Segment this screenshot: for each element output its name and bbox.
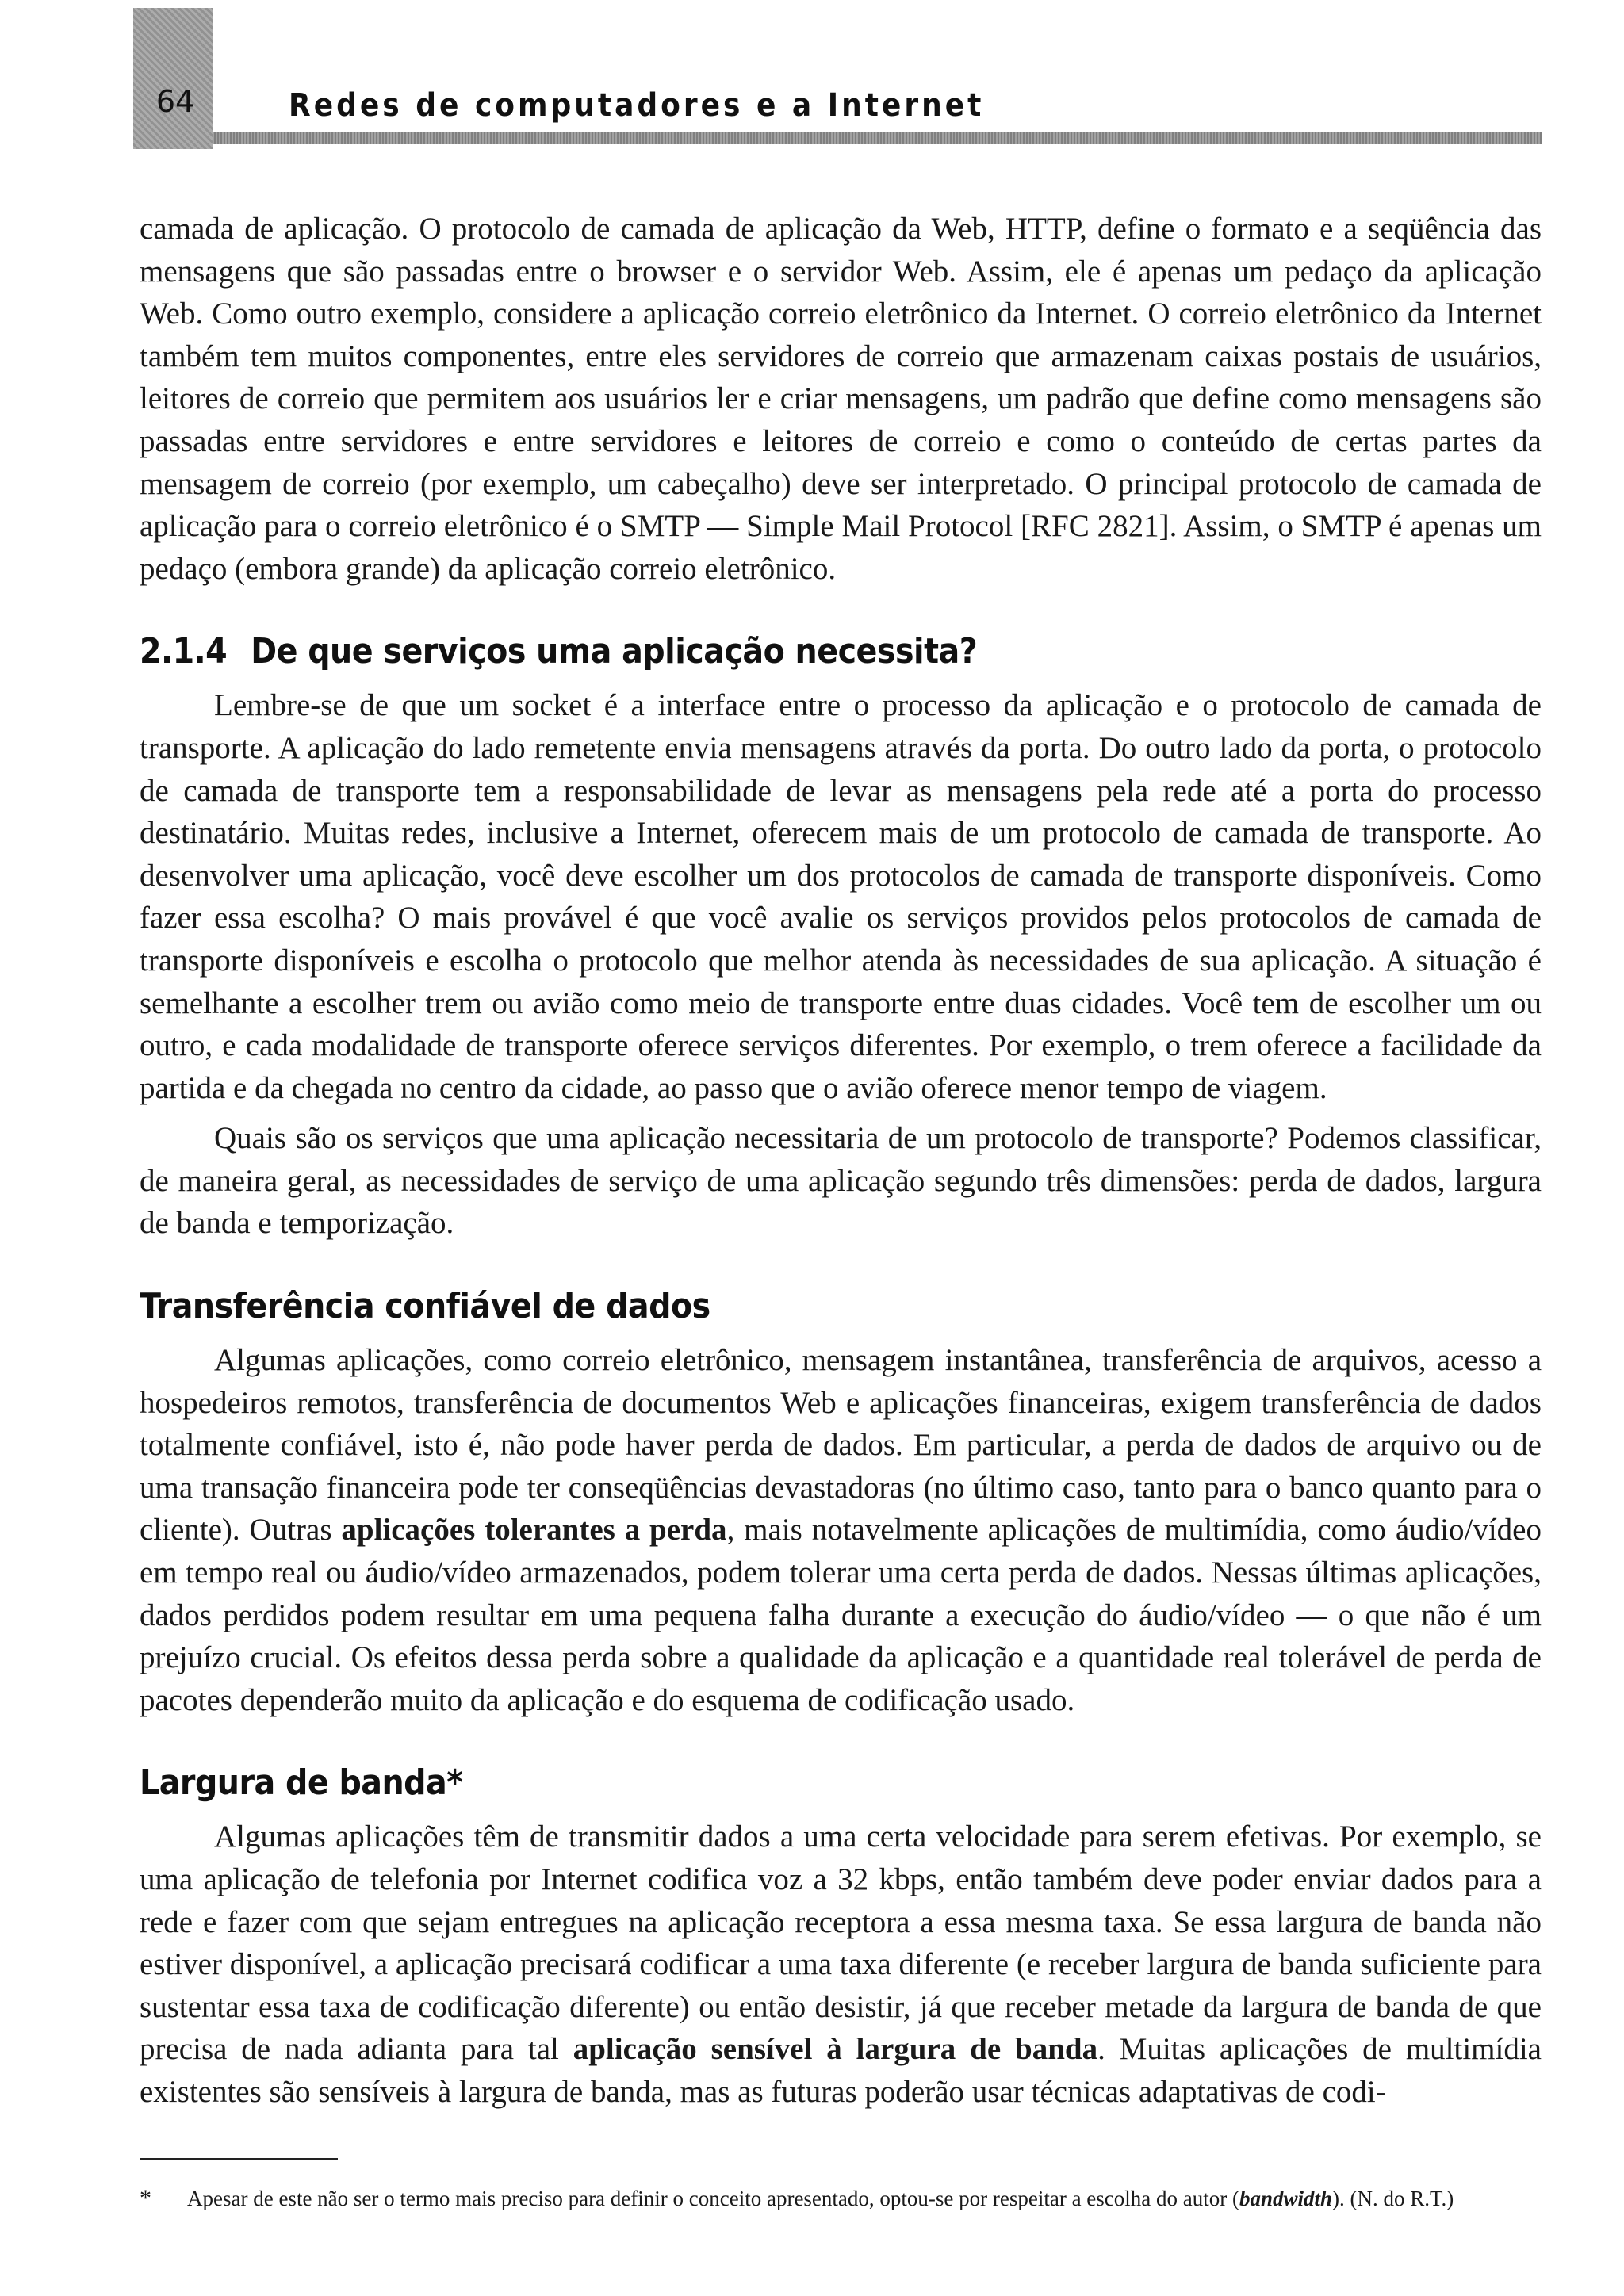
text-run: Apesar de este não ser o termo mais preciso para definir o conceito apresentado, optou-se por respeitar a escolha do autor ( (187, 2186, 1239, 2210)
footnote-rule (140, 2158, 338, 2160)
footnote (140, 2180, 1542, 2217)
text-run: ). (N. do R.T.) (1332, 2186, 1454, 2210)
page-header (0, 0, 1624, 159)
page-number: 64 (155, 84, 195, 119)
text-run: Algumas aplicações, como correio eletrônico, mensagem instantânea, transferência de arquivos, acesso a hospedeiros remotos, transferência de documentos Web e aplicações financeiras, exigem transferência de dados totalmente confiável, isto é, não pode haver perda de dados. Em particular, a perda de dados de arquivo ou de uma transação financeira pode ter conseqüências devastadoras (no último caso, tanto para o banco quanto para o cliente). Outras (140, 1343, 1542, 1548)
paragraph-services: Quais são os serviços que uma aplicação necessitaria de um protocolo de transporte? Podemos classificar, de maneira geral, as necessidades de serviço de uma aplicação segundo três dimensões: perda de dados, largura de banda e temporização. (140, 1121, 1542, 1241)
paragraph-socket: Lembre-se de que um socket é a interface entre o processo da aplicação e o protocolo de camada de transporte. A aplicação do lado remetente envia mensagens através da porta. Do outro lado da porta, o protocolo de camada de transporte tem a responsabilidade de levar as mensagens pela rede até a porta do processo destinatário. Muitas redes, inclusive a Internet, oferecem mais de um protocolo de camada de transporte. Ao desenvolver uma aplicação, você deve escolher um dos protocolos de camada de transporte disponíveis. Como fazer essa escolha? O mais provável é que você avalie os serviços providos pelos protocolos de camada de transporte disponíveis e escolha o protocolo que melhor atenda às necessidades de sua aplicação. A situação é semelhante a escolher trem ou avião como meio de transporte entre duas cidades. Você tem de escolher um ou outro, e cada modalidade de transporte oferece serviços diferentes. Por exemplo, o trem oferece a facilidade da partida e da chegada no centro da cidade, ao passo que o avião oferece menor tempo de viagem. (140, 688, 1542, 1105)
paragraph-intro: camada de aplicação. O protocolo de camada de aplicação da Web, HTTP, define o formato e a seqüência das mensagens que são passadas entre o browser e o servidor Web. Assim, ele é apenas um pedaço da aplicação Web. Como outro exemplo, considere a aplicação correio eletrônico da Internet. O correio eletrônico da Internet também tem muitos componentes, entre eles servidores de correio que armazenam caixas postais de usuários, leitores de correio que permitem aos usuários ler e criar mensagens, um padrão que define como mensagens são passadas entre servidores e entre servidores e leitores de correio e como o conteúdo de certas partes da mensagem de correio (por exemplo, um cabeçalho) deve ser interpretado. O principal protocolo de camada de aplicação para o correio eletrônico é o SMTP — Simple Mail Protocol [RFC 2821]. Assim, o SMTP é apenas um pedaço (embora grande) da aplicação correio eletrônico. (140, 212, 1542, 586)
section-number: 2.1.4 (140, 631, 228, 672)
section-heading (140, 631, 1542, 672)
header-rule (213, 132, 1542, 144)
footnote-term: bandwidth (1239, 2186, 1333, 2210)
text-run: , mais notavelmente aplicações de multimídia, como áudio/vídeo em tempo real ou áudio/vídeo armazenados, podem tolerar uma certa perda de dados. Nessas últimas aplicações, dados perdidos podem resultar em uma pequena falha durante a execução do áudio/vídeo — o que não é um prejuízo crucial. Os efeitos dessa perda sobre a qualidade da aplicação e a quantidade real tolerável de perda de pacotes dependerão muito da aplicação e do esquema de codificação usado. (140, 1513, 1542, 1717)
page-body (140, 208, 1542, 2217)
subsection-heading-reliable-transfer: Transferência confiável de dados (140, 1286, 710, 1327)
paragraph-reliable-transfer (140, 1339, 1542, 1721)
text-run: . Muitas aplicações de multimídia existentes são sensíveis à largura de banda, mas as futuras poderão usar técnicas adaptativas de codi- (140, 2032, 1542, 2109)
footnote-mark: * (140, 2184, 151, 2211)
page-number-box (133, 8, 213, 149)
paragraph-bandwidth (140, 1816, 1542, 2113)
bold-term: aplicações tolerantes a perda (341, 1513, 727, 1548)
bold-term: aplicação sensível à largura de banda (573, 2032, 1098, 2067)
footnote-text (187, 2180, 1542, 2217)
subsection-heading-bandwidth: Largura de banda* (140, 1762, 463, 1804)
section-title: De que serviços uma aplicação necessita? (251, 631, 978, 672)
text-run: Algumas aplicações têm de transmitir dados a uma certa velocidade para serem efetivas. Por exemplo, se uma aplicação de telefonia por Internet codifica voz a 32 kbps, então também deve poder enviar dados para a rede e fazer com que sejam entregues na aplicação receptora a essa mesma taxa. Se essa largura de banda não estiver disponível, a aplicação precisará codificar a uma taxa diferente (e receber largura de banda suficiente para sustentar essa taxa de codificação diferente) ou então desistir, já que receber metade da largura de banda de que precisa de nada adianta para tal (140, 1820, 1542, 2067)
running-title: Redes de computadores e a Internet (289, 87, 985, 124)
